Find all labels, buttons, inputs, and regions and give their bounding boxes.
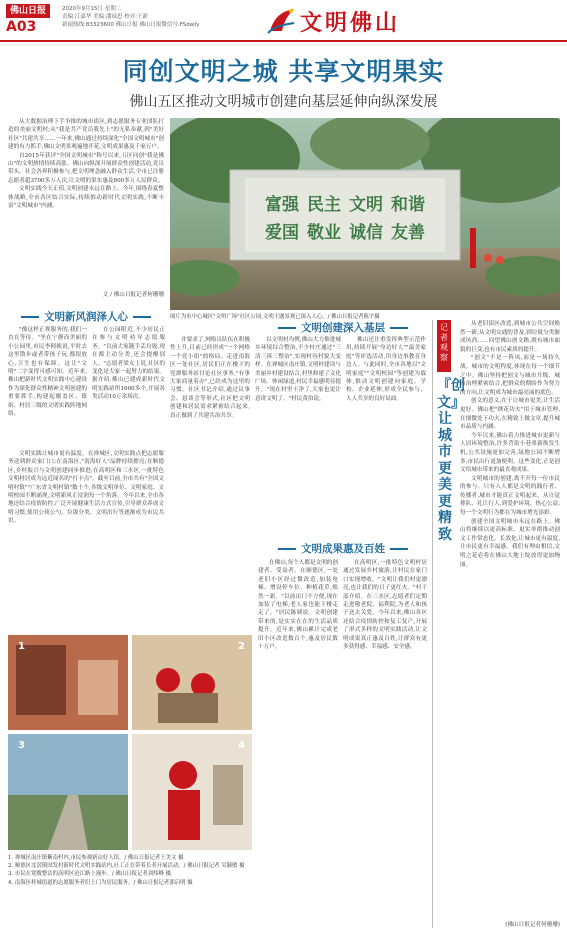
- lead-paragraph: 从大数据治理下手争推的城市街区,到志愿服务专业团队打造的美丽文明村;从"我是共产党员我先上"的无私奉献,到"美好社区"共建共享……一年来,佛山通过持续深化"全国文明城市"创建的有力抓手,佛山文明景观遍地开花,文明成果惠及千家万户。: [8, 119, 164, 151]
- sign-row-2: 爱国 敬业 诚信 友善: [265, 223, 425, 243]
- photo-2-volunteers: [132, 635, 252, 730]
- section-heading-grassroots: 文明创建深入基层: [258, 320, 428, 335]
- commentary-paragraph: 创文的意义,在于让城市更美,让生活更好。佛山把"绣花功夫"用于城市管理,在细微处下功夫,在精致上做文章,提升城市品质与内涵。: [460, 398, 560, 431]
- editor-line: 责编:江嘉华 美编:潘禄思 校对:王新: [62, 14, 149, 20]
- page-headline: 同创文明之城 共享文明果实: [122, 57, 445, 86]
- collage-caption: 3. 市民在宽敞整洁的高明区沧江路上漫步。/ 佛山日报记者刘炜峰 摄: [8, 871, 172, 878]
- collage-caption: 2. 顺德区北滘镇国发村新时代文明实践站内,社工正在带着长者开展活动。/ 佛山日报记者 吴颖敏 摄: [8, 863, 245, 870]
- photo-caption: 图片为市中心城区"文明广场"社区公园,文明主题景观已深入人心。/ 佛山日报记者陈宇摄: [170, 314, 380, 320]
- commentary-title: 『创文』让城市更美更精致: [437, 378, 465, 543]
- column-divider: [432, 320, 433, 928]
- section2-col1: 并要求了,网格员队伍在积极性上升,目前已经形成"一个网格一个党小组"的格局。走进南海区一处社区,居民们正在楼下的党群服务站讨论社区事务,"有事大家商量着办",已经成为这里的习惯。社区书记介绍,通过议事会、恳谈会等形式,社区把文明创建和居民需求紧密结合起来,真正做到了共建共治共享。: [170, 337, 250, 419]
- collage-caption: 1. 禅城区南庄镇紫南村内,市民参观新山好人馆。/ 佛山日报记者王美文 摄: [8, 855, 184, 861]
- photo-3-road: [8, 734, 128, 850]
- photo-4-service: [132, 734, 252, 850]
- section1-col1: "像这样正规服务的,我们一直在等待。"坐在宁静而美丽的小公园里,市民李阿姨说,平时去这里散步或者带孩子玩,都很放心,卫生也有保障。这让"文明"二字变得可感可知。近年来,佛山把新时代文明实践中心建设作为深化群众性精神文明创建的重要抓手,构建起覆盖区、镇街、村居三级的文明实践阵地网络。: [8, 327, 87, 418]
- date-line: 2020年9月15日 星期二: [62, 6, 122, 12]
- commentary-paragraph: 从老旧街区改造,到城市公共空间焕然一新;从文明交通的普及,到垃圾分类渐成风尚……回望佛山创文路,既有城市面貌的巨变,也有市民素质的提升。: [460, 321, 560, 353]
- section2-col2: 以文明村为例,佛山大力推进城乡环境综合整治,不少村庄通过"三清三拆三整治",实现村容村貌大变样。在禅城区南庄镇,文明村建设与美丽乡村建设结合,村里修建了文化广场、休闲绿道,村民幸福感明显提升。"现在村里干净了,大家也更注意讲文明了。"村民黄伯说。: [255, 337, 341, 402]
- commentary-paragraph: 今年以来,佛山着力推进城市更新与人居环境整治,许多背街小巷重新焕发生机,公共设施更加完善,绿地公园不断增多,市民出行更加便利。这些变化,正是创文给城市带来的最直观成果。: [460, 432, 560, 474]
- flag-emblem-icon: [264, 3, 298, 37]
- section-heading-benefits: 文明成果惠及百姓: [258, 541, 428, 556]
- newspaper-logo: 佛山日报: [6, 4, 50, 18]
- svg-text:1: 1: [18, 641, 25, 652]
- section3-col1: 在佛山,每个人都是文明的创建者、受益者。在顺德区,一处老旧小区经过微改造,加装电梯、增设停车位、种植花草,焕然一新。"以前出门不方便,现在加装了电梯,老人家也能下楼走走了。"居民陈姨说。文明创建带来的,是实实在在的生活品质提升。近年来,佛山累计完成老旧小区改造数百个,惠及居民数十万户。: [258, 560, 338, 651]
- photo-collage: [8, 635, 252, 850]
- svg-text:4: 4: [238, 740, 245, 751]
- commentary-credit: (佛山日报记者何珊珊): [505, 922, 560, 928]
- commentary-text: [460, 320, 560, 920]
- column-title: 文明佛山: [300, 10, 401, 36]
- lead-paragraph: 自2015年获评"全国文明城市"称号以来,五区同创"我是佛山"的文明热情持续高涨。佛山向纵深开展群众性创建活动,党员带头、社会各界积极参与,把文明理念融入群众生活,全市已注册志愿者超3700多万人次,让文明的果实惠及800多万人民群众。: [8, 152, 164, 184]
- section3-col2: 在高明区,一批特色文明村居通过发展乡村旅游,让村民在家门口实现增收。"文明让我们村更漂亮,也让我们的日子更红火。"村干部介绍。在三水区,志愿者们定期走进敬老院、福利院,为老人和孩子送去关爱。今年以来,佛山各区还结合疫情防控和复工复产,开展了形式多样的文明实践活动,让文明成果真正惠及百姓,让群众有更多获得感、幸福感、安全感。: [343, 560, 427, 651]
- lead-text: [8, 118, 164, 290]
- main-photo: [170, 118, 560, 310]
- commentary-paragraph: 文明城市的创建,离不开每一位市民的参与。只有人人都是文明的践行者、传播者,城市才能真正文明起来。从自觉排队、礼让行人,到爱护环境、热心公益,每一个文明行为都在为城市增光添彩。: [460, 475, 560, 517]
- hotline-line: 新闻热线:83323600 佛山日报 佛山日报微信号:FSdaily: [62, 22, 200, 28]
- photo-1-village-hall: [8, 635, 128, 730]
- sign-row-1: 富强 民主 文明 和谐: [265, 195, 425, 215]
- section1-col2: 在公园附近,不少居民正在参与文明劝导志愿服务。"以前大家随手丢垃圾,现在都主动分类,还会提醒别人。"志愿者梁女士说,社区的变化是大家一起努力的结果。据介绍,佛山已建成新时代文明实践站所1600多个,开展各类活动10万余场次。: [92, 327, 165, 401]
- collage-caption: 4. 南海区桂城街道的志愿服务者们上门为居民服务。/ 佛山日报记者郭启明 摄: [8, 879, 193, 886]
- lead-paragraph: 文明实践今天正值,文明创建永远在路上。今年,围绕春夏整体战略,全市各区结合实际,持续推动新时代文明实践,不断丰富"文明城市"内涵。: [8, 186, 164, 210]
- photo-collage-captions: [8, 854, 252, 887]
- masthead: [0, 0, 567, 42]
- commentary-paragraph: "创文"不是一阵风,而是一场持久战。城市的文明程度,体现在每一个细节之中。佛山坚持把创文与城市升级、城市治理紧密结合,把群众的期盼作为努力的方向,让文明成为城市最亮丽的底色。: [460, 355, 560, 396]
- page-subhead: 佛山五区推动文明城市创建向基层延伸向纵深发展: [129, 94, 438, 110]
- commentary-label: 记者观察: [437, 320, 451, 372]
- section1-lower: 文明实践让城市更有温度。在禅城区,文明实践点把志愿服务送到群众家门口;在南海区,"南海好人"品牌持续擦亮;在顺德区,乡村振兴与文明创建同步推进;在高明区和三水区,一批特色文明村居成为远近闻名的"打卡点"。截至目前,全市共有"全国文明村镇""广东省文明村镇"数十个,各级文明单位、文明家庭、文明校园不断涌现,文明新风正浸润每一个角落。今年以来,全市各地还结合疫情防控,广泛开展健康生活方式宣传,引导群众养成文明习惯,使用公筷公勺、垃圾分类、文明出行等逐渐成为市民共识。: [8, 451, 164, 525]
- section-heading-new-wind: 文明新风润泽人心: [8, 309, 164, 324]
- commentary-paragraph: 创建全国文明城市永远在路上。佛山将继续以更高标准、更实举措推动创文工作常态化、长效化,让城市更有温度,让市民更有幸福感。我们有理由相信,文明之花必将在佛山大地上绽放得更加绚丽。: [460, 518, 560, 568]
- page-number: A03: [6, 19, 37, 35]
- svg-text:3: 3: [18, 740, 25, 751]
- lead-credit: 文 / 佛山日报记者何珊珊: [102, 292, 164, 298]
- svg-text:2: 2: [238, 641, 245, 652]
- section2-col3: 佛山还注重发挥典型示范作用,持续开展"身边好人""最美家庭"等评选活动,用身边事教育身边人。与此同时,全市各地以"文明家庭""文明校园"等创建为载体,推动文明创建向家庭、学校、企业延伸,形成全民参与、人人共享的良好局面。: [346, 337, 426, 402]
- masthead-meta: [62, 5, 199, 29]
